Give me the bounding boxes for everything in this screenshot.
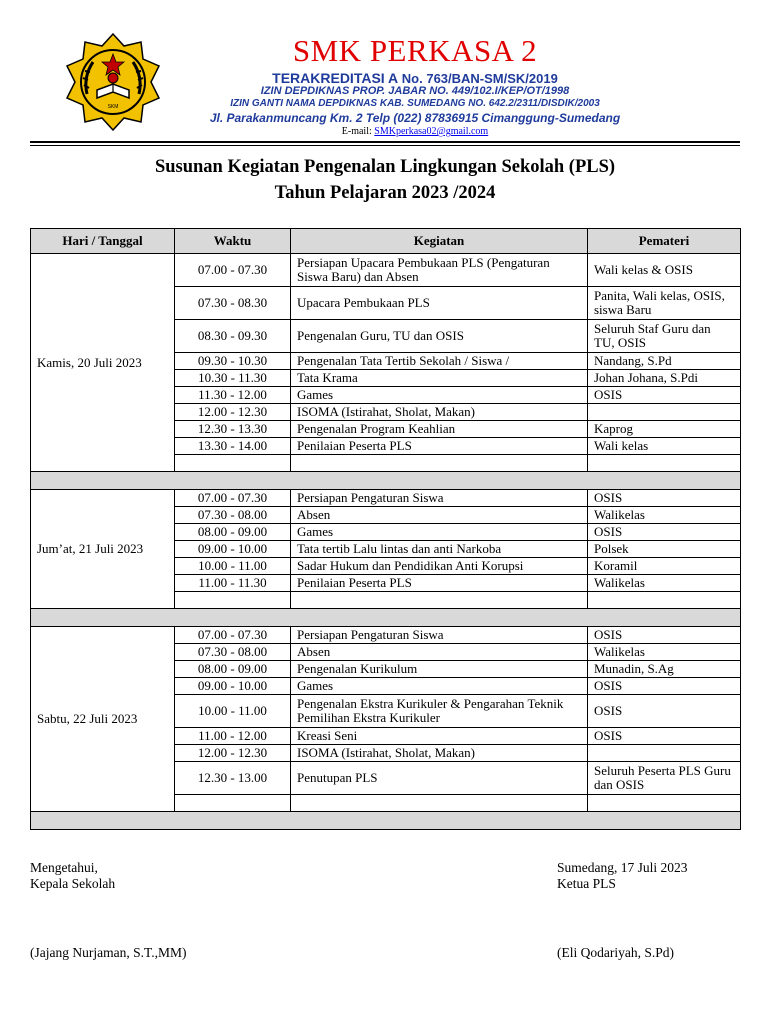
speaker-cell — [588, 404, 741, 421]
time-cell: 07.30 - 08.00 — [175, 644, 291, 661]
activity-cell: Tata Krama — [291, 370, 588, 387]
day-date-cell: Sabtu, 22 Juli 2023 — [31, 627, 175, 812]
time-cell: 07.00 - 07.30 — [175, 490, 291, 507]
time-cell: 07.30 - 08.00 — [175, 507, 291, 524]
accreditation-number: No. 763/BAN-SM/SK/2019 — [401, 71, 558, 86]
izin-line: IZIN DEPDIKNAS PROP. JABAR NO. 449/102.I/KEP/OT/1998 — [260, 85, 570, 97]
time-cell: 12.00 - 12.30 — [175, 745, 291, 762]
day-separator-row — [31, 812, 741, 830]
speaker-cell: Walikelas — [588, 644, 741, 661]
school-name: SMK PERKASA 2 — [292, 33, 538, 68]
table-header-row — [31, 229, 741, 254]
time-cell — [175, 455, 291, 472]
speaker-cell — [588, 592, 741, 609]
activity-cell: ISOMA (Istirahat, Sholat, Makan) — [291, 404, 588, 421]
header-speaker: Pemateri — [588, 229, 741, 254]
activity-cell: Games — [291, 524, 588, 541]
header-time: Waktu — [175, 229, 291, 254]
place-date: Sumedang, 17 Juli 2023 — [557, 860, 688, 875]
accreditation — [190, 70, 640, 86]
speaker-cell: OSIS — [588, 490, 741, 507]
speaker-cell: OSIS — [588, 387, 741, 404]
acknowledge-label: Mengetahui, — [30, 860, 98, 875]
time-cell: 13.30 - 14.00 — [175, 438, 291, 455]
time-cell: 12.00 - 12.30 — [175, 404, 291, 421]
separator-cell — [31, 812, 741, 830]
speaker-cell — [588, 455, 741, 472]
activity-cell: Absen — [291, 507, 588, 524]
speaker-cell: Wali kelas — [588, 438, 741, 455]
activity-cell — [291, 795, 588, 812]
izin-ganti-line: IZIN GANTI NAMA DEPDIKNAS KAB. SUMEDANG NO. 642.2/2311/DISDIK/2003 — [230, 98, 600, 109]
principal-name: (Jajang Nurjaman, S.T.,MM) — [30, 945, 187, 960]
separator-cell — [31, 609, 741, 627]
speaker-cell: Panita, Wali kelas, OSIS, siswa Baru — [588, 287, 741, 320]
activity-cell: Persiapan Pengaturan Siswa — [291, 627, 588, 644]
header-activity: Kegiatan — [291, 229, 588, 254]
speaker-cell: Johan Johana, S.Pdi — [588, 370, 741, 387]
time-cell: 08.00 - 09.00 — [175, 524, 291, 541]
day-date-cell: Kamis, 20 Juli 2023 — [31, 254, 175, 472]
speaker-cell: Walikelas — [588, 575, 741, 592]
day-date-cell: Jum’at, 21 Juli 2023 — [31, 490, 175, 609]
schedule-table — [30, 228, 741, 830]
table-row — [31, 254, 741, 287]
time-cell: 09.00 - 10.00 — [175, 541, 291, 558]
activity-cell: Absen — [291, 644, 588, 661]
time-cell: 10.00 - 11.00 — [175, 695, 291, 728]
speaker-cell: Seluruh Peserta PLS Guru dan OSIS — [588, 762, 741, 795]
schedule-body — [31, 254, 741, 830]
speaker-cell: OSIS — [588, 678, 741, 695]
time-cell: 10.30 - 11.30 — [175, 370, 291, 387]
time-cell: 11.00 - 11.30 — [175, 575, 291, 592]
time-cell — [175, 795, 291, 812]
table-row — [31, 627, 741, 644]
document-subtitle: Tahun Pelajaran 2023 /2024 — [274, 183, 496, 203]
speaker-cell: OSIS — [588, 728, 741, 745]
speaker-cell: Kaprog — [588, 421, 741, 438]
activity-cell: Pengenalan Program Keahlian — [291, 421, 588, 438]
activity-cell: ISOMA (Istirahat, Sholat, Makan) — [291, 745, 588, 762]
day-separator-row — [31, 472, 741, 490]
activity-cell: Tata tertib Lalu lintas dan anti Narkoba — [291, 541, 588, 558]
day-separator-row — [31, 609, 741, 627]
svg-text:SKM: SKM — [107, 104, 119, 110]
activity-cell: Pengenalan Tata Tertib Sekolah / Siswa / — [291, 353, 588, 370]
activity-cell: Persiapan Upacara Pembukaan PLS (Pengaturan Siswa Baru) dan Absen — [291, 254, 588, 287]
school-address: Jl. Parakanmuncang Km. 2 Telp (022) 87836915 Cimanggung-Sumedang — [209, 111, 621, 125]
pls-chair-role: Ketua PLS — [557, 876, 616, 891]
speaker-cell: Nandang, S.Pd — [588, 353, 741, 370]
time-cell: 11.30 - 12.00 — [175, 387, 291, 404]
signature-left — [30, 860, 115, 892]
accreditation-prefix: TERAKREDITASI A — [272, 70, 399, 86]
header-divider-thin — [30, 145, 740, 146]
activity-cell: Penilaian Peserta PLS — [291, 575, 588, 592]
speaker-cell: Munadin, S.Ag — [588, 661, 741, 678]
email-link[interactable]: SMKperkasa02@gmail.com — [374, 126, 489, 137]
time-cell: 12.30 - 13.30 — [175, 421, 291, 438]
speaker-cell: Wali kelas & OSIS — [588, 254, 741, 287]
activity-cell: Pengenalan Guru, TU dan OSIS — [291, 320, 588, 353]
time-cell: 11.00 - 12.00 — [175, 728, 291, 745]
activity-cell: Penilaian Peserta PLS — [291, 438, 588, 455]
speaker-cell: Seluruh Staf Guru dan TU, OSIS — [588, 320, 741, 353]
email-line — [190, 126, 640, 137]
activity-cell — [291, 455, 588, 472]
activity-cell: Pengenalan Kurikulum — [291, 661, 588, 678]
time-cell: 09.00 - 10.00 — [175, 678, 291, 695]
email-label: E-mail: — [341, 126, 372, 137]
header-day: Hari / Tanggal — [31, 229, 175, 254]
speaker-cell: OSIS — [588, 524, 741, 541]
time-cell: 12.30 - 13.00 — [175, 762, 291, 795]
document-title: Susunan Kegiatan Pengenalan Lingkungan Sekolah (PLS) — [154, 157, 616, 177]
pls-chair-name: (Eli Qodariyah, S.Pd) — [557, 945, 674, 960]
activity-cell: Kreasi Seni — [291, 728, 588, 745]
time-cell: 10.00 - 11.00 — [175, 558, 291, 575]
time-cell: 08.00 - 09.00 — [175, 661, 291, 678]
speaker-cell: OSIS — [588, 627, 741, 644]
principal-role: Kepala Sekolah — [30, 876, 116, 891]
time-cell: 07.00 - 07.30 — [175, 627, 291, 644]
activity-cell: Games — [291, 387, 588, 404]
speaker-cell — [588, 745, 741, 762]
header-divider — [30, 141, 740, 143]
speaker-cell: Koramil — [588, 558, 741, 575]
table-row — [31, 490, 741, 507]
activity-cell: Penutupan PLS — [291, 762, 588, 795]
speaker-cell: OSIS — [588, 695, 741, 728]
time-cell: 07.00 - 07.30 — [175, 254, 291, 287]
speaker-cell — [588, 795, 741, 812]
time-cell — [175, 592, 291, 609]
activity-cell: Pengenalan Ekstra Kurikuler & Pengarahan Teknik Pemilihan Ekstra Kurikuler — [291, 695, 588, 728]
activity-cell: Persiapan Pengaturan Siswa — [291, 490, 588, 507]
activity-cell: Games — [291, 678, 588, 695]
speaker-cell: Walikelas — [588, 507, 741, 524]
speaker-cell: Polsek — [588, 541, 741, 558]
time-cell: 07.30 - 08.30 — [175, 287, 291, 320]
activity-cell: Upacara Pembukaan PLS — [291, 287, 588, 320]
separator-cell — [31, 472, 741, 490]
school-emblem-icon — [63, 32, 163, 132]
activity-cell: Sadar Hukum dan Pendidikan Anti Korupsi — [291, 558, 588, 575]
activity-cell — [291, 592, 588, 609]
time-cell: 09.30 - 10.30 — [175, 353, 291, 370]
signature-right — [557, 860, 688, 892]
time-cell: 08.30 - 09.30 — [175, 320, 291, 353]
